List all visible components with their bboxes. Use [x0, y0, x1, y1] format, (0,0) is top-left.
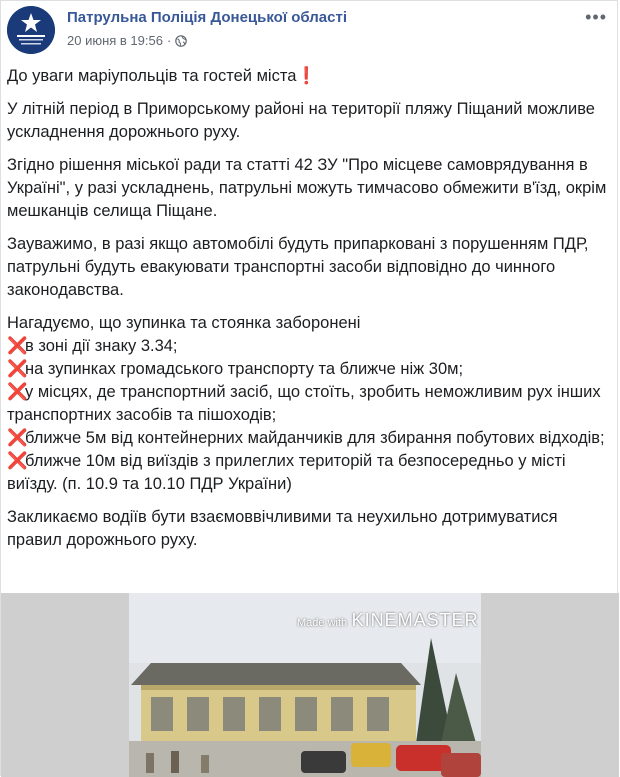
more-options-icon[interactable]: •••	[585, 7, 607, 27]
post-paragraph: Закликаємо водіїв бути взаємоввічливими та неухильно дотримуватися правил дорожнього руху.	[7, 508, 558, 549]
post-paragraph: Згідно рішення міської ради та статті 42 ЗУ "Про місцеве самоврядування в Україні", у разі ускладнень, патрульні можуть тимчасово обмежити в'їзд, окрім мешканців селища Піщане.	[7, 156, 607, 220]
watermark-brand: KINEMASTER	[351, 610, 479, 630]
list-item	[7, 427, 607, 450]
post-timestamp[interactable]: 20 июня в 19:56	[67, 33, 163, 48]
list-intro: Нагадуємо, що зупинка та стоянка заборонені	[7, 314, 361, 332]
police-badge-icon	[7, 6, 55, 54]
page-avatar[interactable]	[7, 6, 55, 54]
post-paragraph: У літній період в Приморському районі на території пляжу Піщаний можливе ускладнення дорожнього руху.	[7, 100, 595, 141]
post-header	[1, 1, 617, 61]
cross-mark-icon: ❌	[7, 383, 28, 401]
list-item	[7, 335, 607, 358]
meta-separator: ·	[166, 33, 172, 48]
video-player[interactable]	[1, 593, 619, 777]
list-item	[7, 450, 607, 496]
list-item-text: на зупинках громадського транспорту та ближче ніж 30м;	[25, 360, 464, 378]
cross-mark-icon: ❌	[7, 337, 28, 355]
post-meta	[67, 33, 187, 48]
globe-icon[interactable]	[175, 35, 187, 47]
prohibition-list	[7, 312, 607, 496]
list-item	[7, 381, 607, 427]
list-item-text: у місцях, де транспортний засіб, що стоїть, зробить неможливим рух інших транспортних засобів та пішоходів;	[7, 383, 601, 424]
post-paragraph: До уваги маріупольців та гостей міста❗	[7, 67, 317, 85]
list-item-text: ближче 5м від контейнерних майданчиків для збирання побутових відходів;	[25, 429, 605, 447]
list-item-text: ближче 10м від виїздів з прилеглих територій та безпосередньо у місті виїзду. (п. 10.9 та 10.10 ПДР України)	[7, 452, 566, 493]
post-body	[7, 65, 607, 562]
video-watermark	[297, 610, 479, 631]
list-item	[7, 358, 607, 381]
cross-mark-icon: ❌	[7, 452, 28, 470]
page-name-link[interactable]: Патрульна Поліція Донецької області	[67, 9, 347, 26]
cross-mark-icon: ❌	[7, 429, 28, 447]
cross-mark-icon: ❌	[7, 360, 28, 378]
list-item-text: в зоні дії знаку 3.34;	[25, 337, 178, 355]
post-paragraph: Зауважимо, в разі якщо автомобілі будуть припарковані з порушенням ПДР, патрульні будуть евакуювати транспортні засоби відповідно до чинного законодавства.	[7, 235, 589, 299]
watermark-prefix: Made with	[297, 617, 348, 629]
